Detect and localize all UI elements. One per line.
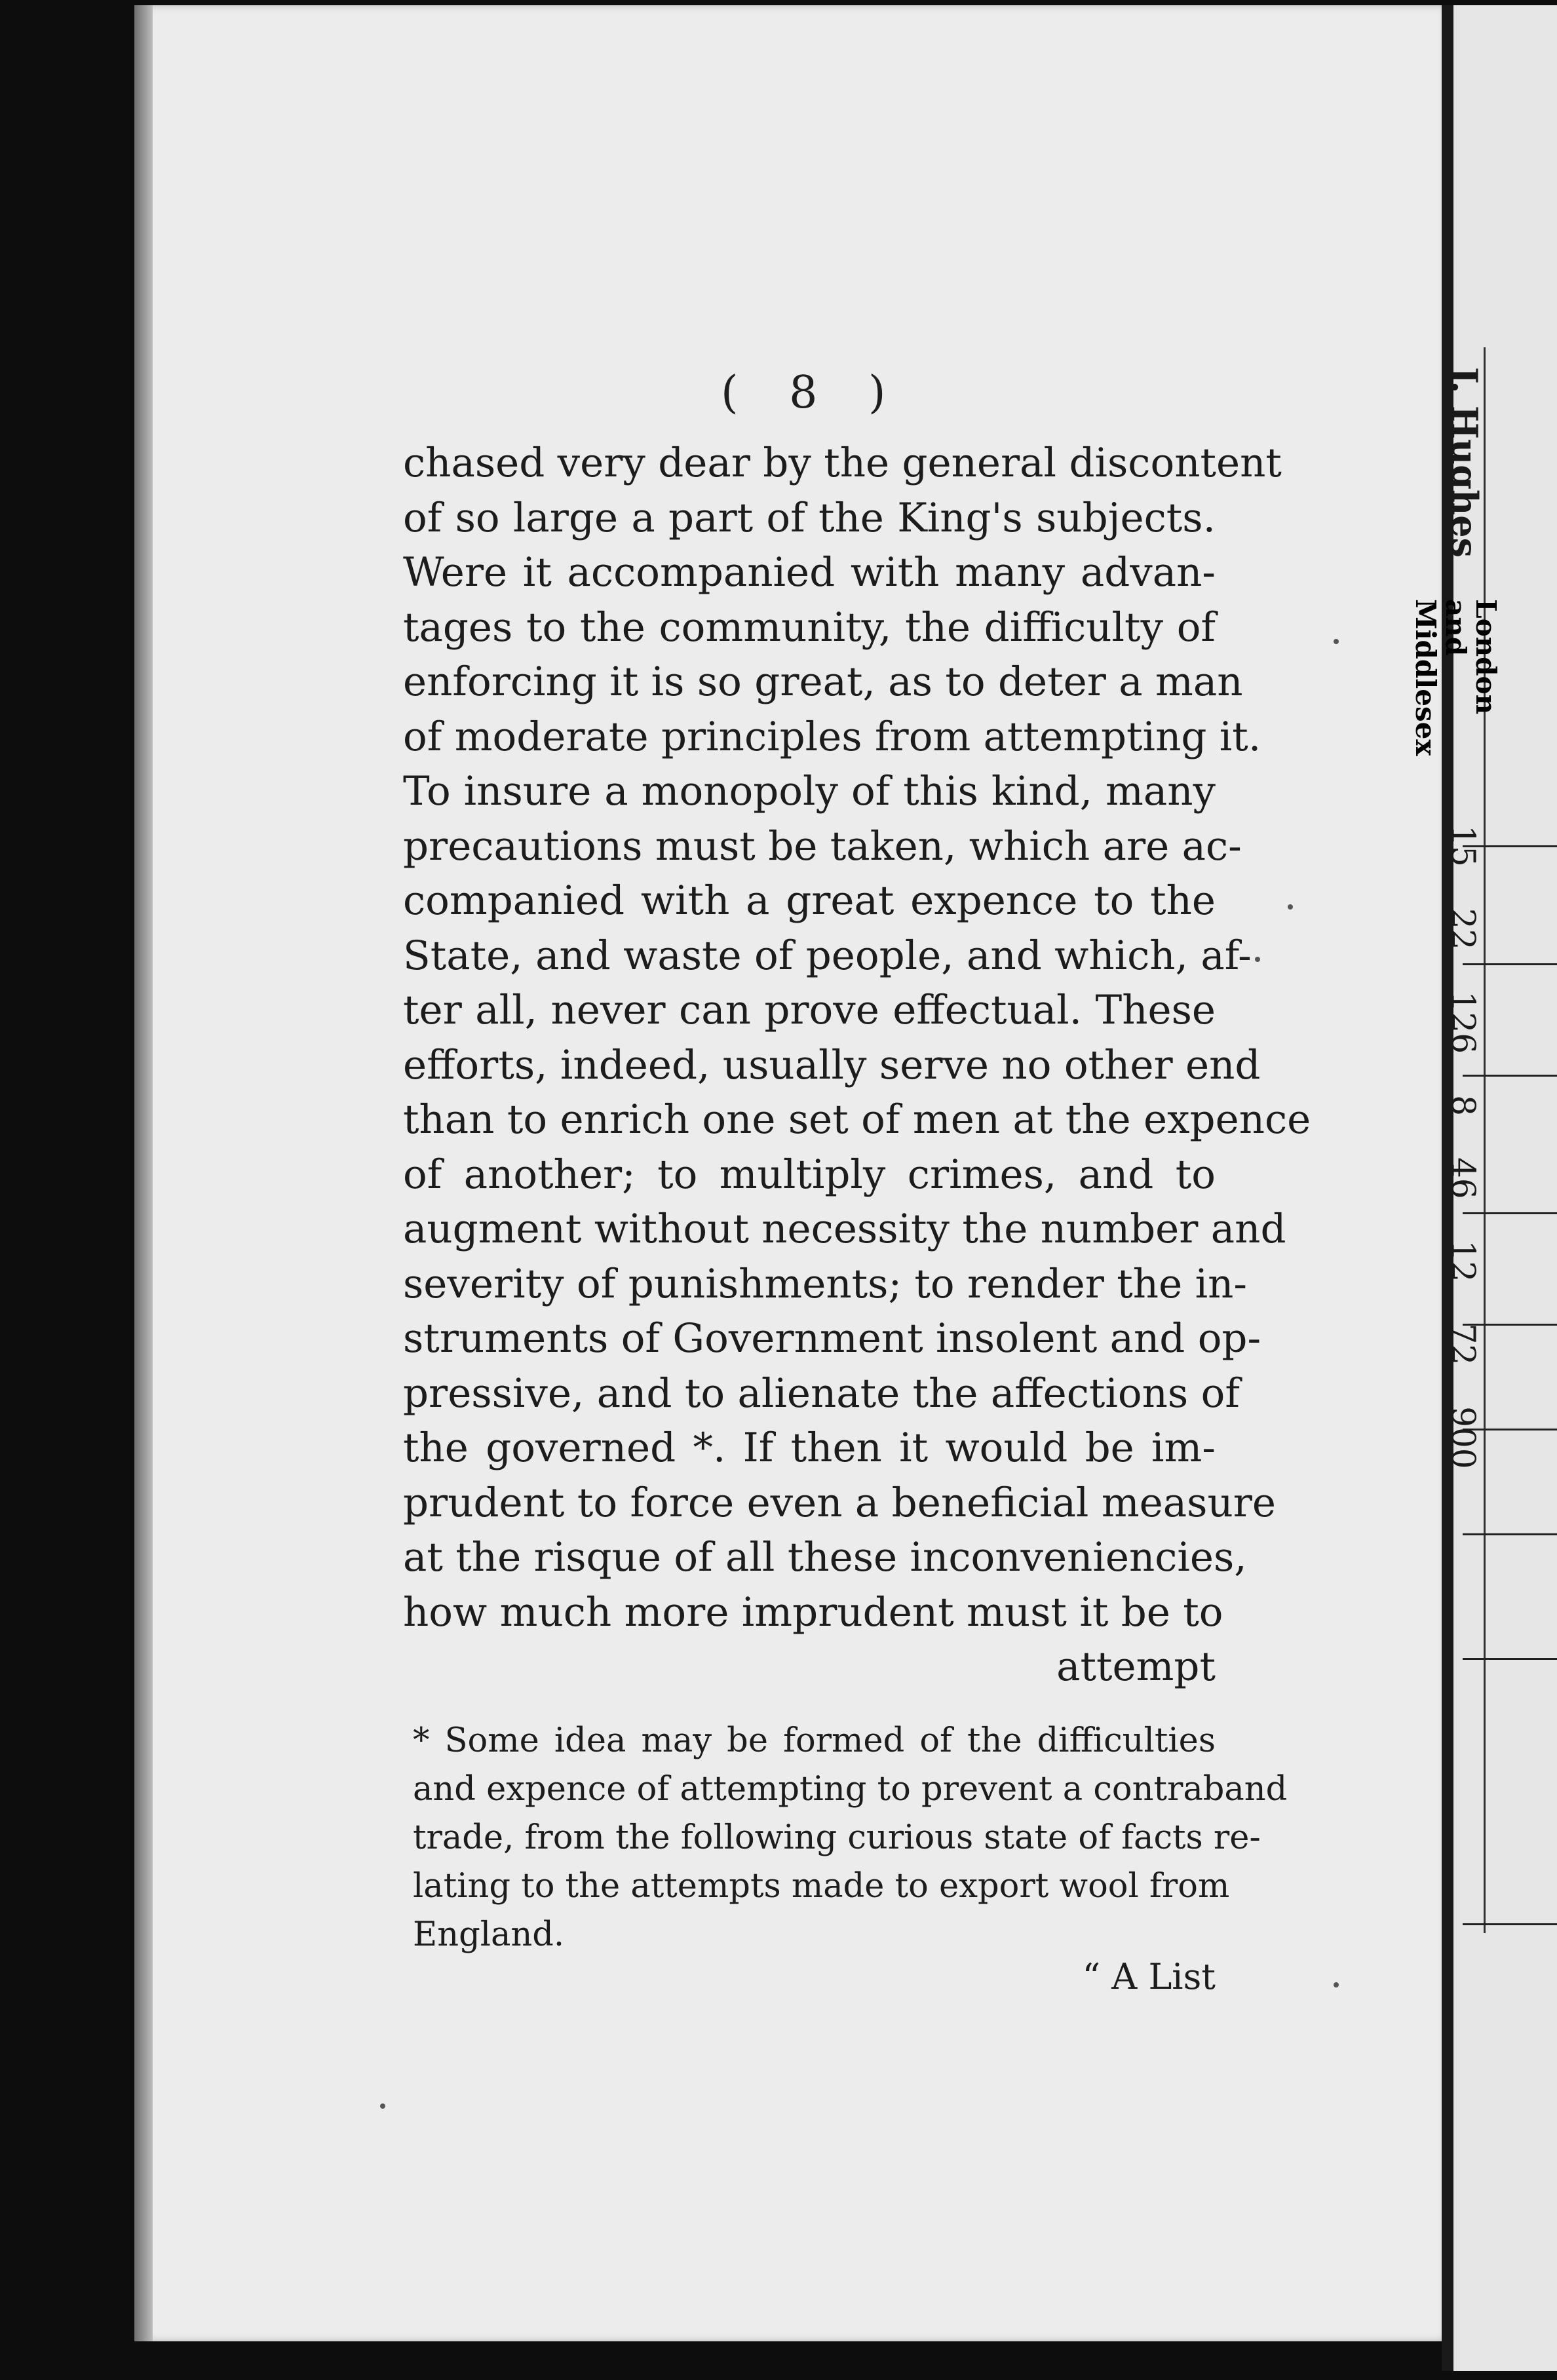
body-line: chased very dear by the general discontent (403, 440, 1282, 486)
body-line: tages to the community, the difficulty of (403, 604, 1216, 651)
page-gutter-shadow (134, 5, 153, 2341)
body-line: augment without necessity the number and (403, 1206, 1286, 1252)
body-line: companied with a great expence to the (403, 877, 1216, 924)
footnote-line: and expence of attempting to prevent a contraband (413, 1770, 1288, 1809)
table-cell: 15 (1444, 825, 1483, 867)
table-cell: 126 (1444, 991, 1483, 1054)
page-number: ( 8 ) (721, 367, 904, 419)
table-cell: London and Middlesex (1410, 599, 1502, 756)
table-rule (1463, 1923, 1557, 1925)
paper-speck (1288, 904, 1293, 910)
body-line: precautions must be taken, which are ac- (403, 822, 1242, 870)
body-line: how much more imprudent must it be to (403, 1588, 1223, 1636)
table-cell: 900 (1444, 1406, 1483, 1469)
footnote-line: England. (413, 1915, 565, 1954)
table-rule (1463, 1658, 1557, 1660)
body-line: the governed *. If then it would be im- (403, 1425, 1216, 1471)
body-line: enforcing it is so great, as to deter a man (403, 659, 1243, 705)
body-line: efforts, indeed, usually serve no other end (403, 1041, 1261, 1088)
footnote (413, 1717, 1288, 1959)
paper-speck (380, 2103, 385, 2109)
body-line: than to enrich one set of men at the expence (403, 1096, 1311, 1143)
footnote-line: trade, from the following curious state of facts re- (413, 1818, 1261, 1857)
table-cell: 22 (1444, 908, 1483, 950)
table-rule (1463, 1533, 1557, 1535)
paper-speck (1334, 1982, 1339, 1987)
paper-speck (1334, 639, 1339, 644)
body-text (403, 436, 1311, 1695)
body-line: of another; to multiply crimes, and to (403, 1151, 1216, 1198)
body-line: To insure a monopoly of this kind, many (403, 768, 1216, 815)
footnote-line: lating to the attempts made to export wool from (413, 1867, 1230, 1906)
table-cell: J. Hughes (1444, 367, 1486, 558)
body-line: severity of punishments; to render the in- (403, 1260, 1247, 1307)
footnote-line: * Some idea may be formed of the difficulties (413, 1721, 1216, 1760)
adjacent-page-table (1410, 367, 1501, 1487)
body-line: Were it accompanied with many advan- (403, 549, 1216, 596)
body-line: State, and waste of people, and which, af- (403, 932, 1252, 979)
body-line-last: attempt (1056, 1643, 1216, 1690)
table-cell: 8 (1444, 1095, 1483, 1116)
body-line: struments of Government insolent and op- (403, 1315, 1261, 1362)
body-line: of so large a part of the King's subjects. (403, 494, 1216, 541)
body-line: of moderate principles from attempting it. (403, 713, 1261, 760)
body-line: prudent to force even a beneficial measure (403, 1479, 1276, 1526)
catchword: “ A List (1082, 1956, 1216, 1997)
body-line: at the risque of all these inconveniencies, (403, 1534, 1247, 1581)
body-line: pressive, and to alienate the affections of (403, 1370, 1240, 1417)
table-cell: 12 (1444, 1240, 1483, 1282)
paper-speck (1255, 957, 1260, 962)
table-cell: 72 (1444, 1323, 1483, 1366)
table-cell: 46 (1444, 1157, 1483, 1199)
body-line: ter all, never can prove effectual. These (403, 987, 1216, 1033)
